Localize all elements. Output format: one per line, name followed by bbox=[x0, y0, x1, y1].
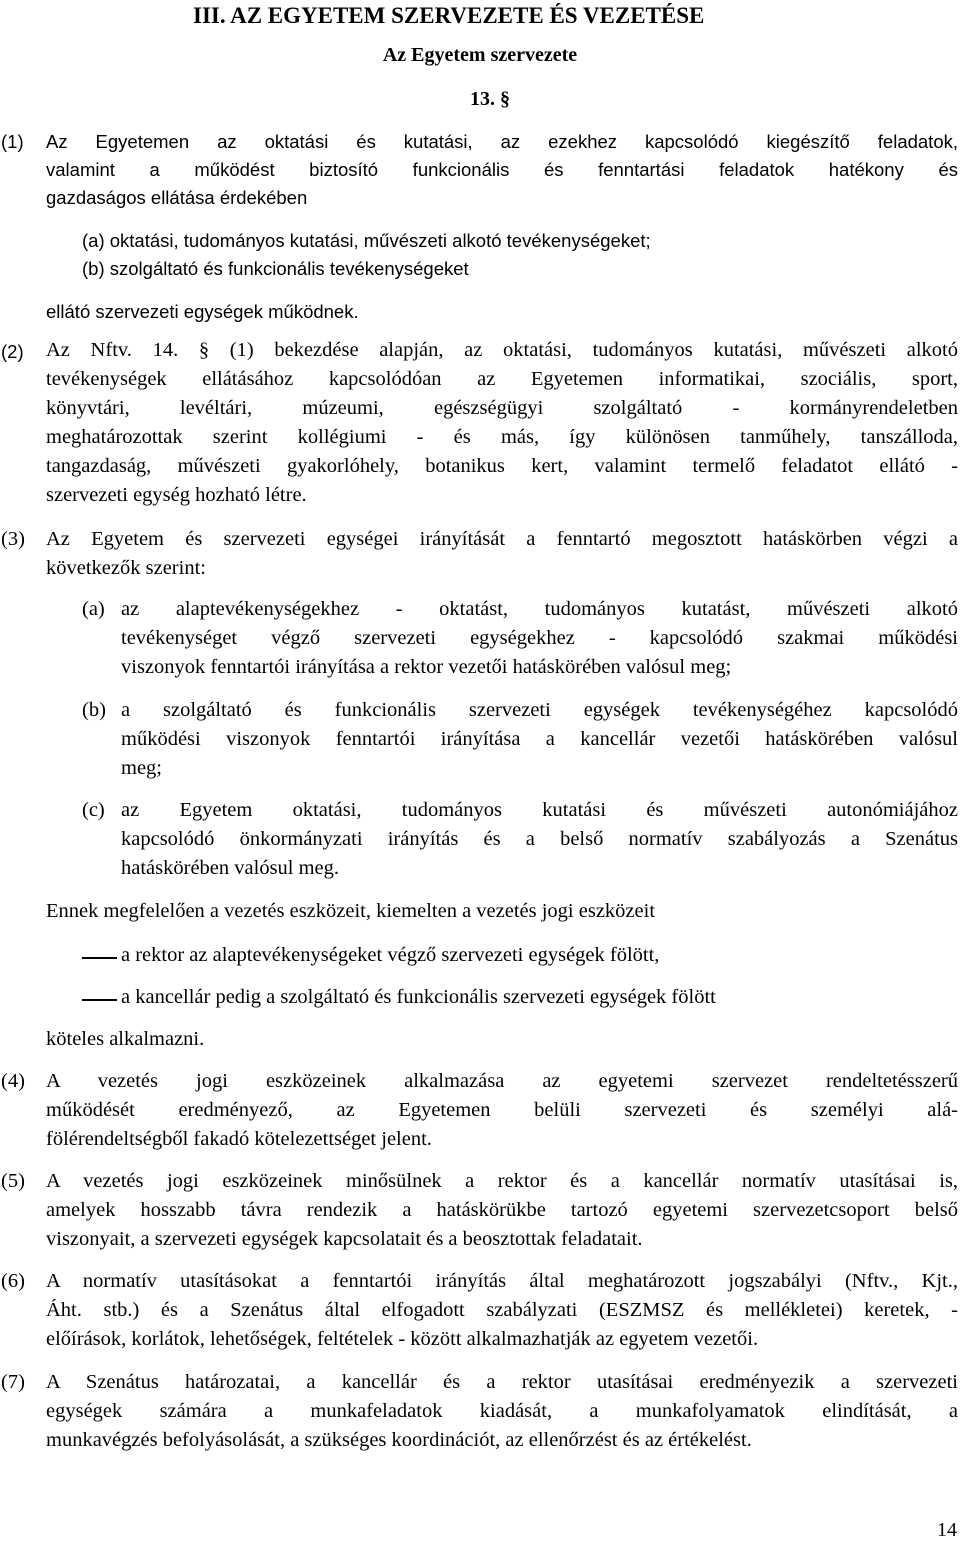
paragraph-2-line: könyvtári, levéltári, múzeumi, egészségügyi szolgáltató - kormányrendeletben bbox=[46, 397, 958, 419]
item-b-line: meg; bbox=[121, 757, 162, 779]
paragraph-1-closing: ellátó szervezeti egységek működnek. bbox=[46, 301, 359, 322]
item-b-line: a szolgáltató és funkcionális szervezeti egységek tevékenységéhez kapcsolódó bbox=[121, 699, 958, 721]
paragraph-6-line: A normatív utasításokat a fenntartói irányítás által meghatározott jogszabályi (Nftv., Kjt., bbox=[46, 1270, 958, 1292]
item-a-label: (a) bbox=[82, 598, 105, 620]
item-a-line: viszonyok fenntartói irányítása a rektor vezetői hatáskörében valósul meg; bbox=[121, 656, 732, 678]
item-c-line: hatáskörében valósul meg. bbox=[121, 857, 340, 879]
item-c-line: az Egyetem oktatási, tudományos kutatási és művészeti autonómiájához bbox=[121, 799, 958, 821]
paragraph-4-line: fölérendeltségből fakadó kötelezettséget jelent. bbox=[46, 1128, 432, 1150]
paragraph-1-line: valamint a működést biztosító funkcionális és fenntartási feladatok hatékony és bbox=[46, 159, 958, 180]
paragraph-2-line: tangazdaság, művészeti gyakorlóhely, botanikus kert, valamint termelő feladatot ellátó - bbox=[46, 455, 958, 477]
paragraph-4-line: működését eredményező, az Egyetemen belüli szervezeti és személyi alá- bbox=[46, 1099, 958, 1121]
paragraph-1-line: gazdaságos ellátása érdekében bbox=[46, 187, 308, 208]
paragraph-7-line: egységek számára a munkafeladatok kiadását, a munkafolyamatok elindítását, a bbox=[46, 1400, 958, 1422]
bullet-dash bbox=[82, 999, 117, 1001]
paragraph-6-number: (6) bbox=[1, 1270, 25, 1292]
paragraph-3-lead: Ennek megfelelően a vezetés eszközeit, kiemelten a vezetés jogi eszközeit bbox=[46, 900, 656, 922]
paragraph-2-number: (2) bbox=[1, 341, 24, 362]
item-b-label: (b) bbox=[82, 699, 106, 721]
paragraph-3-bullet: a kancellár pedig a szolgáltató és funkcionális szervezeti egységek fölött bbox=[121, 986, 716, 1008]
paragraph-5-number: (5) bbox=[1, 1170, 25, 1192]
section-title: Az Egyetem szervezete bbox=[382, 44, 578, 66]
paragraph-2-line: tevékenységek ellátásához kapcsolódóan az Egyetemen informatikai, szociális, sport, bbox=[46, 368, 958, 390]
page-number: 14 bbox=[937, 1519, 957, 1541]
paragraph-5-line: viszonyait, a szervezeti egységek kapcsolatait és a beosztottak feladatait. bbox=[46, 1228, 643, 1250]
paragraph-6-line: előírások, korlátok, lehetőségek, feltételek - között alkalmazhatják az egyetem vezetői. bbox=[46, 1328, 759, 1350]
item-a-line: az alaptevékenységekhez - oktatást, tudományos kutatást, művészeti alkotó bbox=[121, 598, 958, 620]
paragraph-5-line: A vezetés jogi eszközeinek minősülnek a rektor és a kancellár normatív utasításai is, bbox=[46, 1170, 958, 1192]
paragraph-4-line: A vezetés jogi eszközeinek alkalmazása az egyetemi szervezet rendeltetésszerű bbox=[46, 1070, 958, 1092]
paragraph-1-item: (b) szolgáltató és funkcionális tevékenységeket bbox=[82, 258, 469, 279]
chapter-title: III. AZ EGYETEM SZERVEZETE ÉS VEZETÉSE bbox=[193, 3, 705, 28]
item-c-line: kapcsolódó önkormányzati irányítás és a belső normatív szabályozás a Szenátus bbox=[121, 828, 958, 850]
paragraph-3-closing: köteles alkalmazni. bbox=[46, 1028, 205, 1050]
paragraph-1-item: (a) oktatási, tudományos kutatási, művészeti alkotó tevékenységeket; bbox=[82, 230, 651, 251]
paragraph-6-line: Áht. stb.) és a Szenátus által elfogadott szabályzati (ESZMSZ és mellékletei) keretek, - bbox=[46, 1299, 958, 1321]
paragraph-3-number: (3) bbox=[1, 528, 25, 550]
section-number: 13. § bbox=[470, 88, 510, 110]
paragraph-7-line: A Szenátus határozatai, a kancellár és a rektor utasításai eredményezik a szervezeti bbox=[46, 1371, 958, 1393]
paragraph-2-line: meghatározottak szerint kollégiumi - és más, így különösen tanműhely, tanszálloda, bbox=[46, 426, 958, 448]
paragraph-2-line: Az Nftv. 14. § (1) bekezdése alapján, az oktatási, tudományos kutatási, művészeti alkotó bbox=[46, 339, 958, 361]
item-c-label: (c) bbox=[82, 799, 105, 821]
paragraph-7-number: (7) bbox=[1, 1371, 25, 1393]
item-a-line: tevékenységet végző szervezeti egységekhez - kapcsolódó szakmai működési bbox=[121, 627, 958, 649]
paragraph-5-line: amelyek hosszabb távra rendezik a hatáskörükbe tartozó egyetemi szervezetcsoport belső bbox=[46, 1199, 958, 1221]
item-b-line: működési viszonyok fenntartói irányítása a kancellár vezetői hatáskörében valósul bbox=[121, 728, 958, 750]
bullet-dash bbox=[82, 957, 117, 959]
paragraph-3-bullet: a rektor az alaptevékenységeket végző szervezeti egységek fölött, bbox=[121, 944, 660, 966]
paragraph-3-line: Az Egyetem és szervezeti egységei irányítását a fenntartó megosztott hatáskörben végzi a bbox=[46, 528, 958, 550]
paragraph-3-line: következők szerint: bbox=[46, 557, 206, 579]
paragraph-1-number: (1) bbox=[1, 131, 24, 152]
paragraph-2-line: szervezeti egység hozható létre. bbox=[46, 484, 307, 506]
paragraph-1-line: Az Egyetemen az oktatási és kutatási, az ezekhez kapcsolódó kiegészítő feladatok, bbox=[46, 131, 958, 152]
paragraph-7-line: munkavégzés befolyásolását, a szükséges koordinációt, az ellenőrzést és az értékelést. bbox=[46, 1429, 752, 1451]
paragraph-4-number: (4) bbox=[1, 1070, 25, 1092]
